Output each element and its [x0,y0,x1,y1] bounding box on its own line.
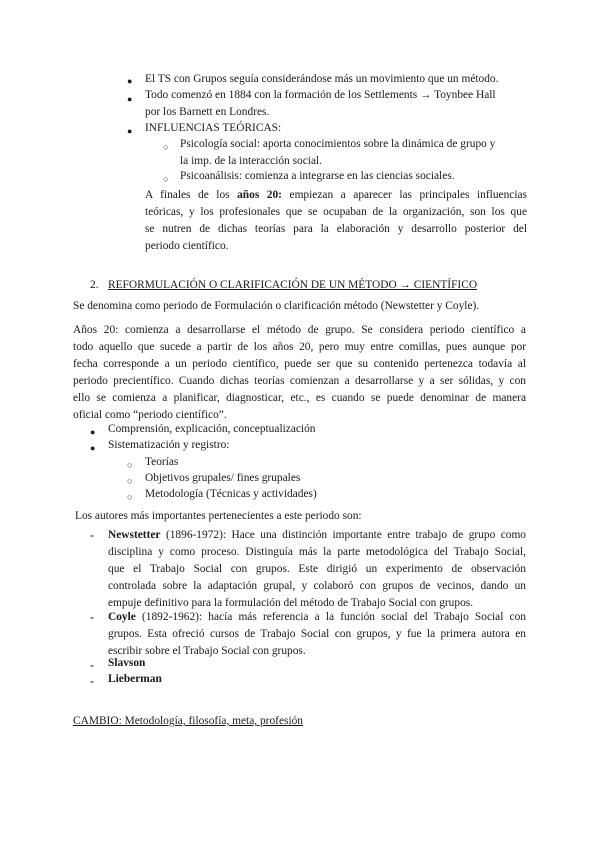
paragraph-line: disciplina y como proceso. Distinguía más la parte metodológica del Trabajo Social, [108,546,526,558]
paragraph-line: se nutren de dichas teorías para la elaboración y desarrollo posterior del [145,223,527,235]
paragraph-line: que el Trabajo Social con grupos. Este dirigió un experimento de observación [108,563,526,575]
cambio-line: CAMBIO: Metodología, filosofía, meta, profesión [73,715,303,727]
sub-list-item-text: Psicología social: aporta conocimientos sobre la dinámica de grupo y [180,138,496,150]
dash-marker: - [90,530,94,542]
list-item-text: El TS con Grupos seguía considerándose más un movimiento que un método. [145,73,499,85]
sub-list-item-text: Metodología (Técnicas y actividades) [145,488,317,500]
circle-bullet-icon: ○ [127,476,133,486]
bold-text: años 20: [237,189,282,201]
section-paragraph [73,322,526,424]
sub-list-item-text: Objetivos grupales/ fines grupales [145,472,301,484]
list-item-text: Sistematización y registro: [108,439,230,451]
paragraph-line: escribir sobre el Trabajo Social con grupos. [108,645,306,657]
paragraph-line: controlada sobre la adaptación grupal, y colaboró con grupos de vecinos, dando un [108,580,526,592]
paragraph-line: Coyle (1892-1962): hacía más referencia a la función social del Trabajo Social con [108,611,526,623]
circle-bullet-icon: ○ [127,460,133,470]
paragraph-line: teóricas, y los profesionales que se ocupaban de la organización, son los que [145,206,527,218]
dash-marker: - [90,676,94,688]
paragraph-line: periodo precientífico. Cuando dichas teorías comienzan a desarrollarse y a ser sólidas, y con [73,375,526,387]
paragraph-line: Años 20: comienza a desarrollarse el método de grupo. Se considera periodo científico a [73,324,526,336]
paragraph-line: Newstetter (1896-1972): Hace una distinción importante entre trabajo de grupo como [108,529,526,541]
paragraph-line: empuje definitivo para la formulación del método de Trabajo Social con grupos. [108,597,474,609]
sub-list-item-text: la imp. de la interacción social. [180,155,323,167]
paragraph-line: periodo científico. [145,240,229,252]
sub-list-item-text: Teorías [145,456,179,468]
dash-marker: - [90,612,94,624]
list-item-text: Todo comenzó en 1884 con la formación de los Settlements → Toynbee Hall [145,89,496,101]
author-lieberman: Lieberman [108,673,162,685]
circle-bullet-icon: ○ [163,142,169,152]
dash-marker: - [90,660,94,672]
author-newstetter [108,527,526,612]
paragraph-line: A finales de los años 20: empiezan a aparecer las principales influencias [145,189,527,201]
authors-intro: Los autores más importantes pertenecientes a este periodo son: [75,510,362,522]
author-slavson: Slavson [108,657,146,669]
paragraph-line: oficial como “periodo científico”. [73,409,227,421]
list-item-text: INFLUENCIAS TEÓRICAS: [145,122,282,134]
sub-list-item-text: Psicoanálisis: comienza a integrarse en las ciencias sociales. [180,170,455,182]
paragraph-line: ello se comienza a planificar, diagnosticar, etc., es cuando se puede denominar de manera [73,392,526,404]
author-name: Newstetter [108,529,161,541]
paragraph-line: todo aquello que sucede a partir de los años 20, pero muy entre comillas, pues aunque por [73,341,526,353]
circle-bullet-icon: ○ [163,174,169,184]
author-coyle [108,609,526,660]
author-name: Coyle [108,611,136,623]
circle-bullet-icon: ○ [127,492,133,502]
bullet-icon: ● [90,443,96,453]
bullet-icon: ● [127,126,133,136]
bullet-icon: ● [90,427,96,437]
section-heading: REFORMULACIÓN O CLARIFICACIÓN DE UN MÉTODO → CIENTÍFICO [108,279,478,291]
list-item-text: Comprensión, explicación, conceptualización [108,423,316,435]
anios20-paragraph [145,187,527,255]
bullet-icon: ● [127,76,133,86]
section-number: 2. [90,279,99,291]
list-item-text: por los Barnett en Londres. [145,106,270,118]
paragraph-line: fecha corresponde a un periodo científico, puede ser que su contenido pertenezca todavía al [73,358,526,370]
section-intro: Se denomina como periodo de Formulación o clarificación método (Newstetter y Coyle). [73,300,480,312]
bullet-icon: ● [127,94,133,104]
paragraph-line: grupos. Esta ofreció cursos de Trabajo Social con grupos, y fue la primera autora en [108,628,526,640]
